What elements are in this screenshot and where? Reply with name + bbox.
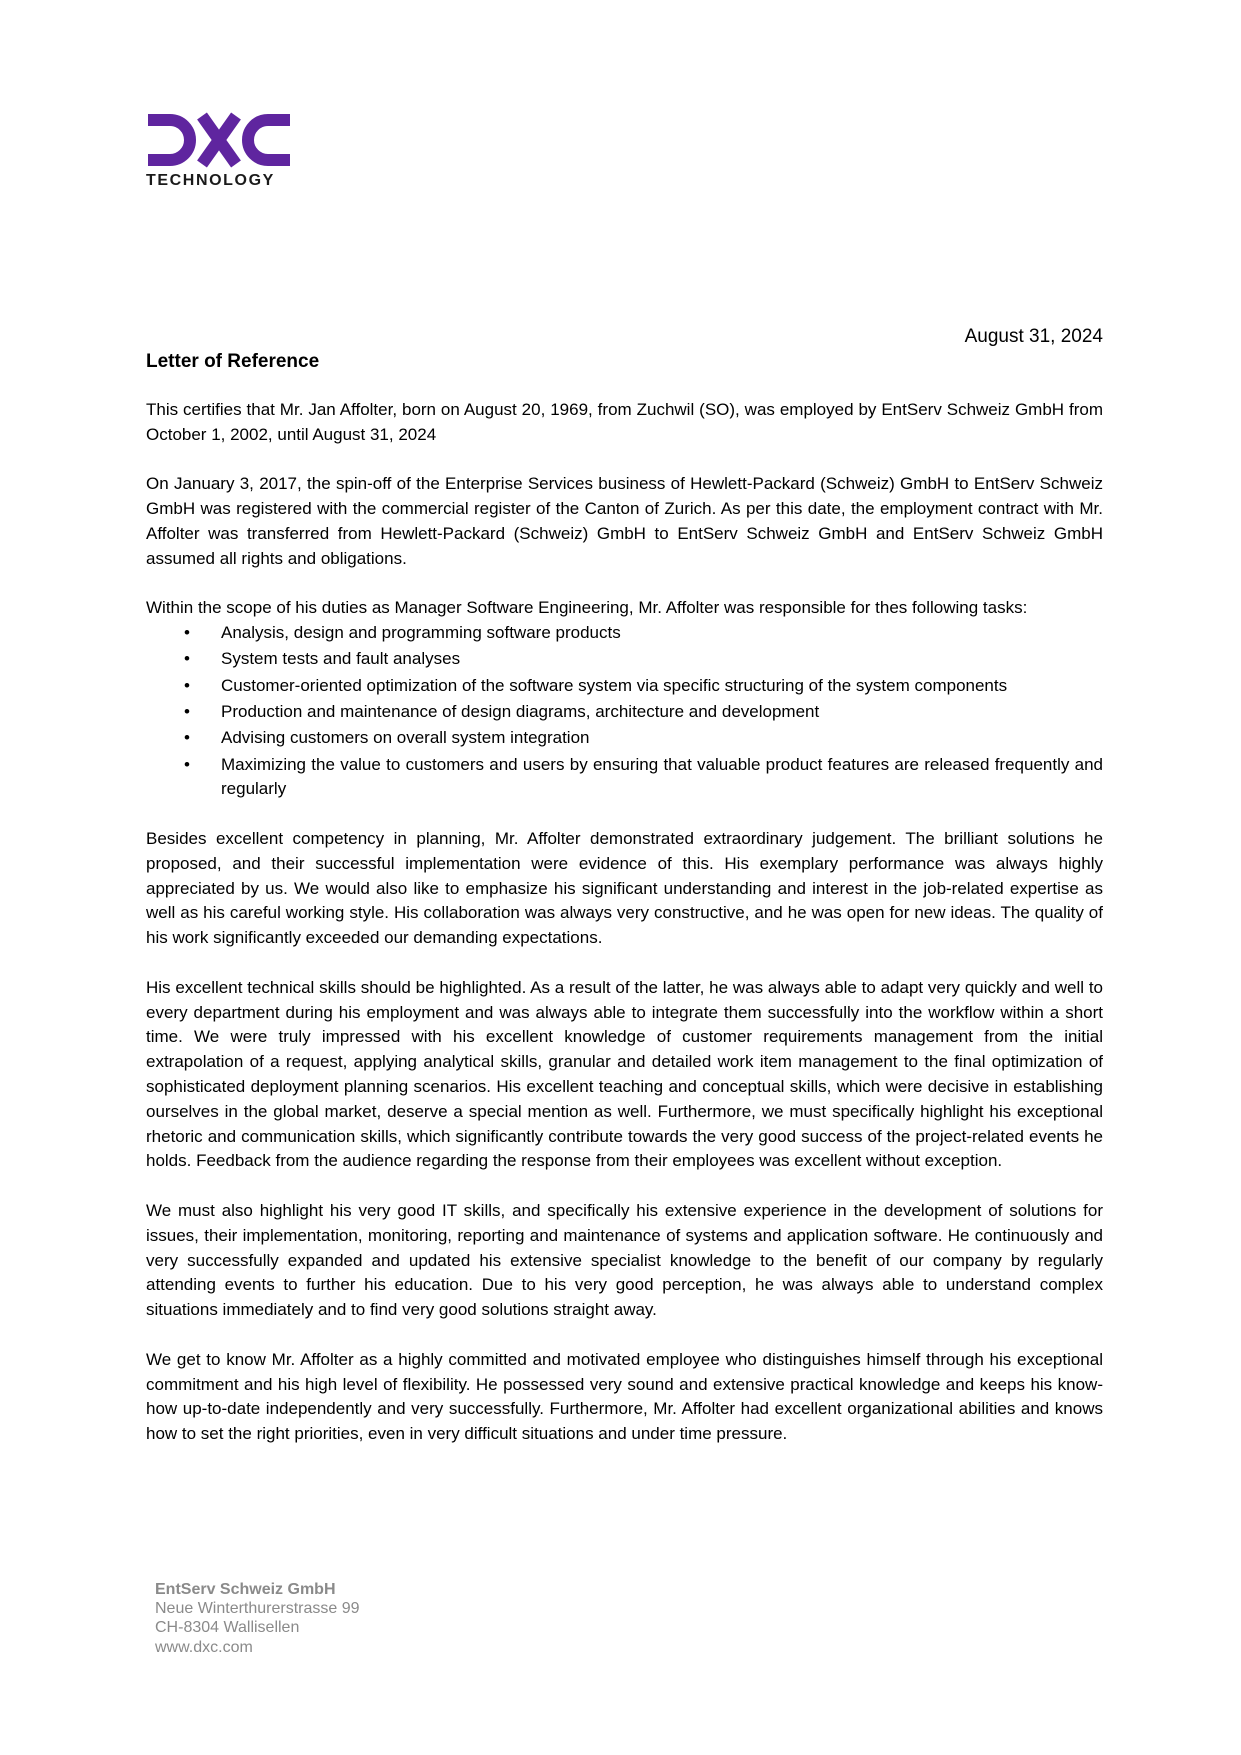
task-item bbox=[146, 700, 1103, 725]
letter-title: Letter of Reference bbox=[146, 351, 320, 372]
task-text: Production and maintenance of design diagrams, architecture and development bbox=[221, 702, 820, 722]
bullet-icon: • bbox=[184, 754, 190, 774]
footer-company: EntServ Schweiz GmbH bbox=[155, 1581, 336, 1598]
task-list bbox=[146, 621, 1103, 802]
letter-date: August 31, 2024 bbox=[964, 326, 1103, 347]
paragraph-duties-intro: Within the scope of his duties as Manager Software Engineering, Mr. Affolter was responsible for thes following tasks: bbox=[146, 598, 1028, 618]
bullet-icon: • bbox=[184, 649, 190, 669]
footer-street: Neue Winterthurerstrasse 99 bbox=[155, 1600, 360, 1618]
letter-body bbox=[146, 398, 1103, 1472]
paragraph-competency: Besides excellent competency in planning, Mr. Affolter demonstrated extraordinary judgement. The brilliant solutions he proposed, and their successful implementation were evidence of this. His exemplary performance was always highly appreciated by us. We would also like to emphasize his significant understanding and interest in the job-related expertise as well as his careful working style. His collaboration was always very constructive, and he was open for new ideas. The quality of his work significantly exceeded our demanding expectations. bbox=[146, 829, 1103, 948]
paragraph-spin-off: On January 3, 2017, the spin-off of the Enterprise Services business of Hewlett-Packard (Schweiz) GmbH to EntServ Schweiz GmbH was registered with the commercial register of the Canton of Zurich. As per this date, the employment contract with Mr. Affolter was transferred from Hewlett-Packard (Schweiz) GmbH to EntServ Schweiz GmbH and EntServ Schweiz GmbH assumed all rights and obligations. bbox=[146, 474, 1103, 568]
paragraph-employment: This certifies that Mr. Jan Affolter, born on August 20, 1969, from Zuchwil (SO), was employed by EntServ Schweiz GmbH from October 1, 2002, until August 31, 2024 bbox=[146, 400, 1103, 444]
paragraph-technical-skills: His excellent technical skills should be highlighted. As a result of the latter, he was always able to adapt very quickly and well to every department during his employment and was always able to integrate them successfully into the workflow within a short time. We were truly impressed with his excellent knowledge of customer requirements management from the initial extrapolation of a request, applying analytical skills, granular and detailed work item management to the final optimization of sophisticated deployment planning scenarios. His excellent teaching and conceptual skills, which were decisive in establishing ourselves in the global market, deserve a special mention as well. Furthermore, we must specifically highlight his exceptional rhetoric and communication skills, which significantly contribute towards the very good success of the project-related events he holds. Feedback from the audience regarding the response from their employees was excellent without exception. bbox=[146, 977, 1103, 1171]
footer-city: CH-8304 Wallisellen bbox=[155, 1619, 300, 1637]
footer-website[interactable]: www.dxc.com bbox=[155, 1638, 253, 1656]
bullet-icon: • bbox=[184, 623, 190, 643]
logo-subtitle: TECHNOLOGY bbox=[146, 172, 275, 189]
task-text: Customer-oriented optimization of the software system via specific structuring of the system components bbox=[221, 675, 1008, 695]
dxc-technology-logo bbox=[146, 112, 292, 192]
task-text: Analysis, design and programming software products bbox=[221, 623, 621, 643]
dxc-wordmark-icon bbox=[146, 112, 292, 168]
task-text: Maximizing the value to customers and users by ensuring that valuable product features are released frequently and regularly bbox=[221, 754, 1103, 799]
bullet-icon: • bbox=[184, 728, 190, 748]
bullet-icon: • bbox=[184, 702, 190, 722]
task-item bbox=[146, 621, 1103, 646]
paragraph-commitment: We get to know Mr. Affolter as a highly committed and motivated employee who distinguishes himself through his exceptional commitment and his high level of flexibility. He possessed very sound and extensive practical knowledge and keeps his know-how up-to-date independently and very successfully. Furthermore, Mr. Affolter had excellent organizational abilities and knows how to set the right priorities, even in very difficult situations and under time pressure. bbox=[146, 1349, 1103, 1444]
task-item bbox=[146, 726, 1103, 751]
paragraph-it-skills: We must also highlight his very good IT skills, and specifically his extensive experience in the development of solutions for issues, their implementation, monitoring, reporting and maintenance of systems and application software. He continuously and very successfully expanded and updated his extensive specialist knowledge to the benefit of our company by regularly attending events to further his education. Due to his very good perception, he was always able to understand complex situations immediately and to find very good solutions straight away. bbox=[146, 1201, 1103, 1320]
task-item bbox=[146, 647, 1103, 672]
task-text: Advising customers on overall system integration bbox=[221, 728, 590, 748]
task-item bbox=[146, 674, 1103, 699]
footer-address bbox=[155, 1580, 360, 1657]
task-text: System tests and fault analyses bbox=[221, 649, 461, 669]
bullet-icon: • bbox=[184, 675, 190, 695]
task-item bbox=[146, 753, 1103, 803]
